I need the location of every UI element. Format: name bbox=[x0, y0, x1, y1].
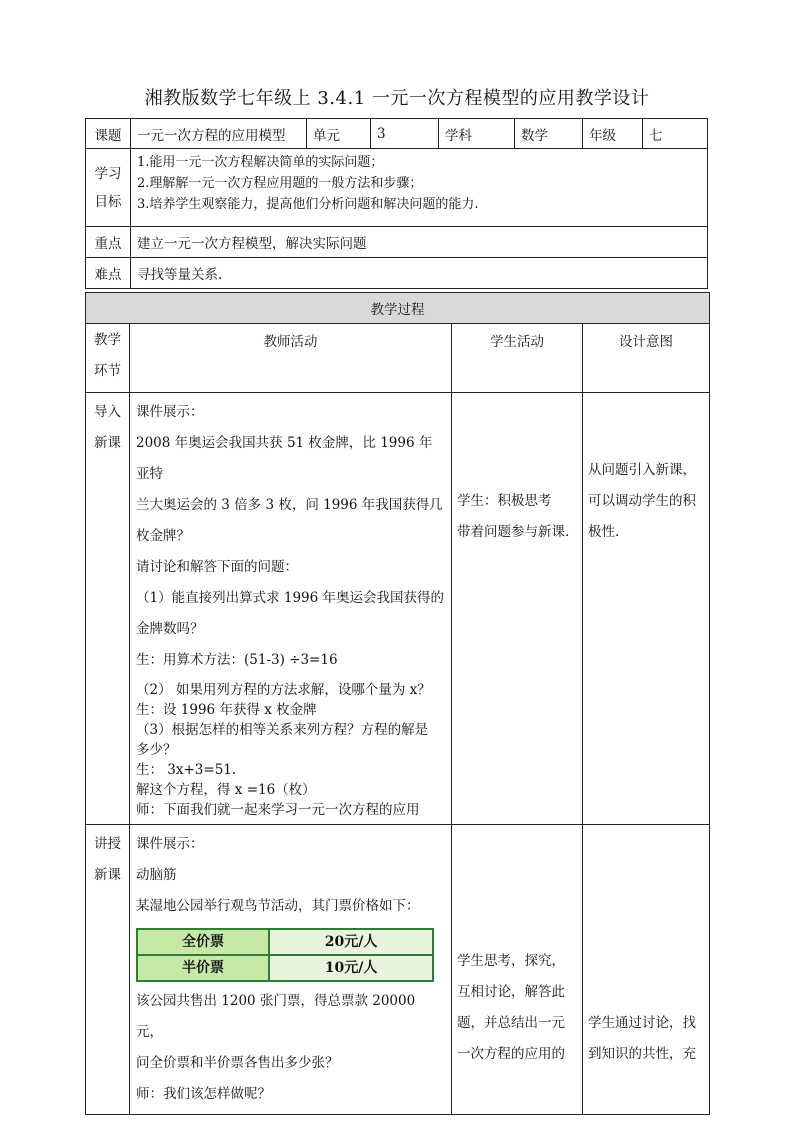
key-point-label: 重点 bbox=[86, 227, 131, 258]
intro-line: 课件展示： bbox=[136, 404, 204, 420]
objectives-label-2: 目标 bbox=[94, 193, 122, 210]
info-table bbox=[85, 118, 708, 289]
grade-label: 年级 bbox=[583, 119, 643, 149]
difficulty-text: 寻找等量关系. bbox=[131, 258, 708, 289]
intro-line: （2） 如果用列方程的方法求解，设哪个量为 x？ bbox=[136, 682, 431, 698]
intro-line: （3）根据怎样的相等关系来列方程？方程的解是 bbox=[136, 722, 429, 738]
intro-intent bbox=[583, 393, 710, 825]
ticket-type: 半价票 bbox=[137, 955, 269, 981]
objective-item: 3.培养学生观察能力，提高他们分析问题和解决问题的能力. bbox=[137, 197, 479, 212]
stage-header-1: 教学 bbox=[94, 332, 121, 348]
lecture-line: 动脑筋 bbox=[136, 867, 177, 883]
objectives-label bbox=[86, 149, 131, 227]
price-table bbox=[136, 928, 434, 982]
teacher-header: 教师活动 bbox=[130, 324, 452, 393]
intro-stage bbox=[86, 393, 130, 825]
lecture-intent-line: 学生通过讨论，找 bbox=[588, 1015, 696, 1031]
subject-value: 数学 bbox=[515, 119, 583, 149]
lecture-intent-line: 到知识的共性，充 bbox=[588, 1046, 696, 1062]
difficulty-label: 难点 bbox=[86, 258, 131, 289]
lecture-student-line: 学生思考，探究， bbox=[457, 953, 565, 969]
intro-line: 请讨论和解答下面的问题： bbox=[136, 559, 298, 575]
intro-student-line: 学生：积极思考 bbox=[457, 493, 552, 509]
intro-line: 生：用算术方法：(51-3) ÷3=16 bbox=[136, 652, 338, 668]
stage-header-2: 环节 bbox=[94, 363, 121, 379]
intro-student bbox=[452, 393, 583, 825]
objectives-list bbox=[131, 149, 708, 227]
process-table bbox=[85, 292, 710, 1115]
objective-item: 1.能用一元一次方程解决简单的实际问题； bbox=[137, 155, 384, 170]
intent-header: 设计意图 bbox=[583, 324, 710, 393]
lecture-student-line: 互相讨论，解答此 bbox=[457, 984, 565, 1000]
lecture-line: 师：我们该怎样做呢？ bbox=[136, 1086, 271, 1102]
intro-intent-line: 极性. bbox=[588, 524, 620, 540]
intro-line: 师：下面我们就一起来学习一元一次方程的应用 bbox=[136, 802, 420, 818]
intro-line: 枚金牌？ bbox=[136, 528, 190, 544]
stage-header bbox=[86, 324, 130, 393]
unit-value: 3 bbox=[371, 119, 439, 149]
intro-line: 多少？ bbox=[136, 742, 177, 758]
objectives-label-1: 学习 bbox=[94, 165, 122, 182]
ticket-type: 全价票 bbox=[137, 929, 269, 955]
topic-label: 课题 bbox=[86, 119, 131, 149]
lecture-intent bbox=[583, 825, 710, 1115]
process-title: 教学过程 bbox=[86, 293, 710, 324]
intro-tight-block bbox=[136, 680, 445, 820]
intro-intent-line: 从问题引入新课， bbox=[588, 462, 696, 478]
ticket-price: 20元/人 bbox=[269, 929, 433, 955]
lecture-line: 某湿地公园举行观鸟节活动，其门票价格如下： bbox=[136, 898, 420, 914]
ticket-price: 10元/人 bbox=[269, 955, 433, 981]
grade-value: 七 bbox=[643, 119, 708, 149]
topic-value: 一元一次方程的应用模型 bbox=[131, 119, 307, 149]
intro-line: 解这个方程，得 x =16（枚） bbox=[136, 782, 316, 798]
price-row bbox=[137, 929, 433, 955]
key-point-text: 建立一元一次方程模型，解决实际问题 bbox=[131, 227, 708, 258]
lecture-student bbox=[452, 825, 583, 1115]
lecture-student-line: 一次方程的应用的 bbox=[457, 1046, 565, 1062]
lecture-student-line: 题，并总结出一元 bbox=[457, 1015, 565, 1031]
intro-line: 2008 年奥运会我国共获 51 枚金牌，比 1996 年亚特 bbox=[136, 435, 433, 482]
lecture-stage bbox=[86, 825, 130, 1115]
document-title: 湘教版数学七年级上 3.4.1 一元一次方程模型的应用教学设计 bbox=[144, 88, 650, 109]
subject-label: 学科 bbox=[439, 119, 515, 149]
lecture-line: 问全价票和半价票各售出多少张？ bbox=[136, 1055, 339, 1071]
unit-label: 单元 bbox=[307, 119, 371, 149]
price-row bbox=[137, 955, 433, 981]
intro-stage-2: 新课 bbox=[94, 435, 121, 451]
intro-student-line: 带着问题参与新课. bbox=[457, 524, 570, 540]
intro-line: （1）能直接列出算式求 1996 年奥运会我国获得的 bbox=[136, 590, 445, 606]
intro-intent-line: 可以调动学生的积 bbox=[588, 493, 696, 509]
student-header: 学生活动 bbox=[452, 324, 583, 393]
lecture-stage-2: 新课 bbox=[94, 867, 121, 883]
intro-line: 兰大奥运会的 3 倍多 3 枚，问 1996 年我国获得几 bbox=[136, 497, 443, 513]
intro-line: 生：设 1996 年获得 x 枚金牌 bbox=[136, 702, 317, 718]
lecture-line: 该公园共售出 1200 张门票，得总票款 20000 元， bbox=[136, 993, 416, 1040]
intro-line: 生： 3x+3=51. bbox=[136, 762, 237, 778]
intro-stage-1: 导入 bbox=[94, 404, 121, 420]
lecture-line: 课件展示： bbox=[136, 836, 204, 852]
lecture-stage-1: 讲授 bbox=[94, 836, 121, 852]
objective-item: 2.理解解一元一次方程应用题的一般方法和步骤； bbox=[137, 176, 423, 191]
intro-teacher bbox=[130, 393, 452, 825]
lecture-teacher bbox=[130, 825, 452, 1115]
intro-line: 金牌数吗？ bbox=[136, 621, 204, 637]
